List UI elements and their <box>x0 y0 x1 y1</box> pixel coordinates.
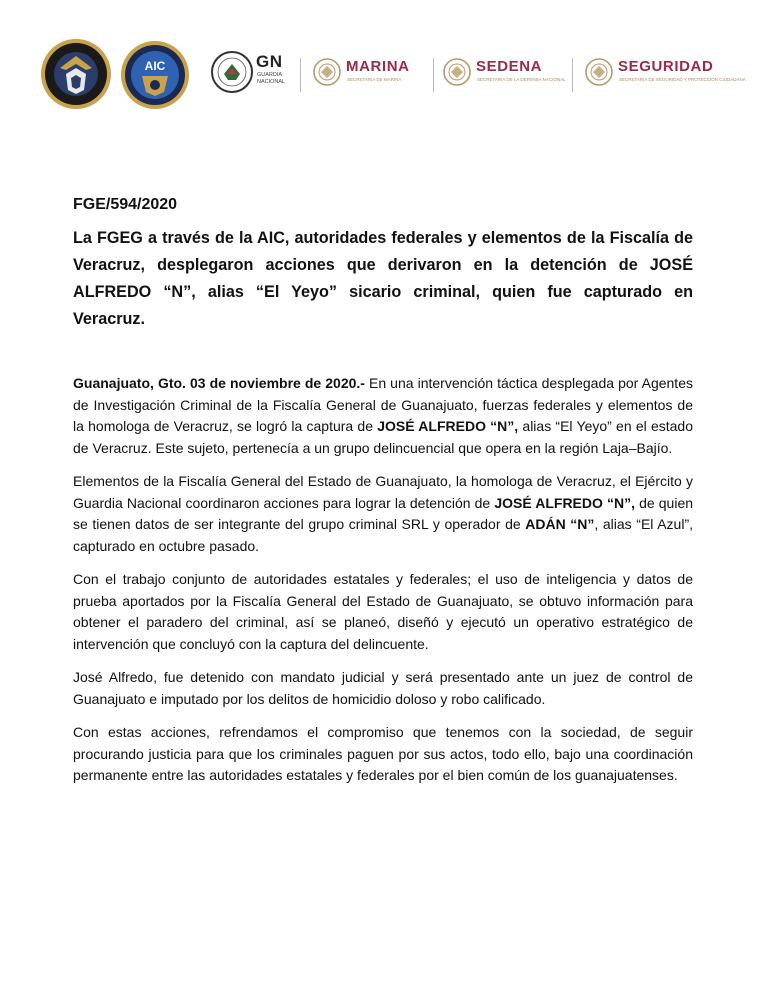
associate-name: ADÁN “N” <box>525 516 595 532</box>
gn-title: GN <box>256 52 283 71</box>
marina-subtitle: SECRETARÍA DE MARINA <box>347 77 402 82</box>
paragraph-2-text-c: , alias “El Azul”, capturado en octubre pasado. <box>73 516 693 554</box>
paragraph-1-text-b: alias “El Yeyo” en el estado de Veracruz. Este sujeto, pertenecía a un grupo delincuencial que opera en la región Laja–Bajío. <box>73 418 693 456</box>
paragraph-2-text-b: de quien se tienen datos de ser integrante del grupo criminal SRL y operador de <box>73 494 694 532</box>
paragraph-4: José Alfredo, fue detenido con mandato judicial y será presentado ante un juez de control de Guanajuato e imputado por los delitos de homicidio doloso y robo calificado. <box>73 669 693 707</box>
reference-number: FGE/594/2020 <box>73 196 178 213</box>
sedena-logo <box>442 55 566 95</box>
header-divider <box>433 58 434 92</box>
guardia-nacional-logo <box>210 50 300 98</box>
marina-logo <box>312 55 430 95</box>
marina-name: MARINA <box>346 58 410 75</box>
suspect-name: JOSÉ ALFREDO “N”, <box>494 494 635 511</box>
paragraph-1-text-a: En una intervención táctica desplegada por Agentes de Investigación Criminal de la Fiscalía General de Guanajuato, fuerzas federales y elementos de la homologa de Veracruz, se logró la captura de <box>73 375 693 434</box>
letterhead <box>0 0 768 120</box>
paragraph-1 <box>73 373 693 459</box>
paragraph-5: Con estas acciones, refrendamos el compromiso que tenemos con la sociedad, de seguir procurando justicia para que los criminales paguen por sus actos, todo ello, bajo una coordinación permanente entre las autoridades estatales y federales por el bien común de los guanajuatenses. <box>73 724 693 783</box>
fiscalia-seal-icon <box>40 38 112 110</box>
aic-seal-label: AIC <box>144 59 166 73</box>
suspect-name: JOSÉ ALFREDO “N”, <box>377 418 519 434</box>
paragraph-3: Con el trabajo conjunto de autoridades estatales y federales; el uso de inteligencia y datos de prueba aportados por la Fiscalía General del Estado de Guanajuato, se obtuvo información para obtener el paradero del criminal, así se planeó, diseñó y ejecutó un operativo estratégico de intervención que concluyó con la captura del delincuente. <box>73 571 693 652</box>
dateline: Guanajuato, Gto. 03 de noviembre de 2020.- <box>73 375 365 391</box>
sedena-name: SEDENA <box>476 58 543 75</box>
gn-subtitle: GUARDIA NACIONAL <box>257 72 286 85</box>
paragraph-2-text-a: Elementos de la Fiscalía General del Estado de Guanajuato, la homologa de Veracruz, el Ejército y Guardia Nacional coordinaron acciones para lograr la detención de <box>73 473 693 511</box>
seguridad-logo <box>584 55 746 95</box>
header-divider <box>300 58 301 92</box>
press-release-body <box>73 196 693 787</box>
sedena-subtitle: SECRETARÍA DE LA DEFENSA NACIONAL <box>477 77 566 82</box>
paragraph-2 <box>73 471 693 557</box>
guardia-nacional-badge-icon <box>210 50 254 94</box>
headline: La FGEG a través de la AIC, autoridades federales y elementos de la Fiscalía de Veracruz, desplegaron acciones que derivaron en la detención de JOSÉ ALFREDO “N”, alias “El Yeyo” sicario criminal, quien fue capturado en Veracruz. <box>73 229 693 328</box>
seguridad-subtitle: SECRETARÍA DE SEGURIDAD Y PROTECCIÓN CIUDADANA <box>619 77 746 82</box>
header-divider <box>572 58 573 92</box>
eagle-emblem-icon <box>312 57 342 87</box>
aic-seal-icon <box>120 40 190 110</box>
eagle-emblem-icon <box>584 57 614 87</box>
seguridad-name: SEGURIDAD <box>618 58 714 75</box>
eagle-emblem-icon <box>442 57 472 87</box>
